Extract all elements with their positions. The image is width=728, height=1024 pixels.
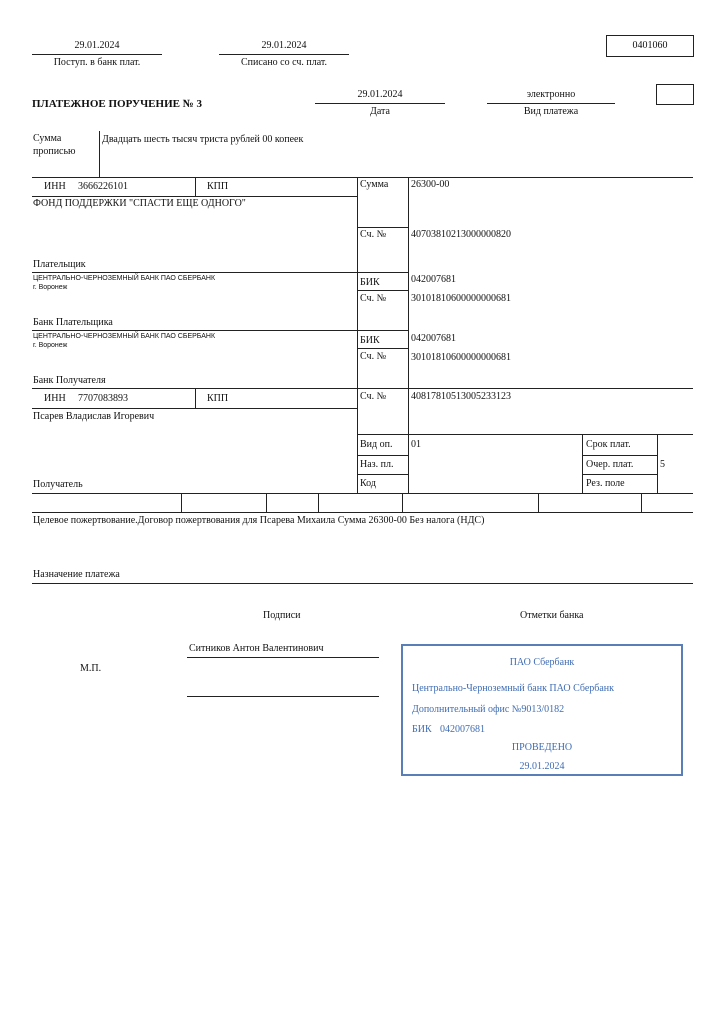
stamp-bik-label: БИК <box>412 724 432 735</box>
code-label: Код <box>360 478 376 489</box>
recipient-bank-label: Банк Получателя <box>33 375 106 386</box>
payer-bank-city: г. Воронеж <box>33 284 68 291</box>
recipient-inn-label: ИНН <box>44 393 66 404</box>
debited-date: 29.01.2024 <box>261 40 307 51</box>
divider <box>266 493 267 512</box>
divider <box>99 131 100 177</box>
signature-line <box>187 657 379 658</box>
stamp-bik: 042007681 <box>440 724 485 735</box>
purpose-text: Целевое пожертвование.Договор пожертвования для Псарева Михаила Сумма 26300-00 Без налога (НДС) <box>33 515 485 526</box>
divider <box>657 434 658 493</box>
divider <box>32 408 357 409</box>
divider <box>32 177 693 178</box>
form-code: 0401060 <box>606 35 694 57</box>
payer-label: Плательщик <box>33 259 86 270</box>
recipient-inn: 7707083893 <box>78 393 128 404</box>
stamp-bank: ПАО Сбербанк <box>509 657 575 668</box>
payer-bik-label: БИК <box>360 277 380 288</box>
received-date: 29.01.2024 <box>74 40 120 51</box>
recipient-name: Псарев Владислав Игоревич <box>33 411 155 422</box>
payer-bank-label: Банк Плательщика <box>33 317 113 328</box>
divider <box>32 272 408 273</box>
recipient-kpp-label: КПП <box>207 393 229 404</box>
order-date: 29.01.2024 <box>357 89 403 100</box>
divider <box>32 54 162 55</box>
payment-type-label: Вид платежа <box>523 106 579 117</box>
divider <box>357 434 693 435</box>
signer-name: Ситников Антон Валентинович <box>189 643 324 654</box>
divider <box>357 227 408 228</box>
divider <box>32 493 693 494</box>
bank-marks-label: Отметки банка <box>520 610 584 621</box>
divider <box>32 196 357 197</box>
divider <box>538 493 539 512</box>
received-label: Поступ. в банк плат. <box>53 57 141 68</box>
divider <box>357 455 408 456</box>
recipient-corr-account: 30101810600000000681 <box>411 352 511 363</box>
recipient-account: 40817810513005233123 <box>411 391 511 402</box>
divider <box>357 474 408 475</box>
purpose-code-label: Наз. пл. <box>360 459 394 470</box>
divider <box>195 388 196 408</box>
recipient-bank-name: ЦЕНТРАЛЬНО-ЧЕРНОЗЕМНЫЙ БАНК ПАО СБЕРБАНК <box>33 333 216 340</box>
divider <box>32 583 693 584</box>
payer-account: 40703810213000000820 <box>411 229 511 240</box>
payer-corr-account: 30101810600000000681 <box>411 293 511 304</box>
empty-box <box>656 84 694 105</box>
amount-words: Двадцать шесть тысяч триста рублей 00 копеек <box>102 134 304 145</box>
op-type: 01 <box>411 439 421 450</box>
payer-kpp-label: КПП <box>207 181 229 192</box>
recipient-corr-label: Сч. № <box>360 351 387 362</box>
divider <box>195 177 196 196</box>
divider <box>582 434 583 493</box>
debited-label: Списано со сч. плат. <box>240 57 328 68</box>
priority-label: Очер. плат. <box>586 459 634 470</box>
seal-label: М.П. <box>80 663 102 674</box>
payer-bik: 042007681 <box>411 274 456 285</box>
priority-value: 5 <box>660 459 665 470</box>
divider <box>487 103 615 104</box>
payer-inn: 3666226101 <box>78 181 128 192</box>
sum-value: 26300-00 <box>411 179 450 190</box>
payer-name: ФОНД ПОДДЕРЖКИ "СПАСТИ ЕЩЕ ОДНОГО" <box>33 198 246 209</box>
divider <box>181 493 182 512</box>
recipient-account-label: Сч. № <box>360 391 387 402</box>
divider <box>318 493 319 512</box>
signatures-label: Подписи <box>263 610 301 621</box>
stamp-date: 29.01.2024 <box>519 761 565 772</box>
payment-type: электронно <box>526 89 576 100</box>
amount-words-label-1: Сумма <box>33 133 62 144</box>
purpose-label: Назначение платежа <box>33 569 120 580</box>
recipient-bik-label: БИК <box>360 335 380 346</box>
divider <box>219 54 349 55</box>
payer-corr-label: Сч. № <box>360 293 387 304</box>
divider <box>641 493 642 512</box>
stamp-office: Дополнительный офис №9013/0182 <box>412 704 565 715</box>
payer-bank-name: ЦЕНТРАЛЬНО-ЧЕРНОЗЕМНЫЙ БАНК ПАО СБЕРБАНК <box>33 275 216 282</box>
divider <box>357 290 408 291</box>
recipient-label: Получатель <box>33 479 83 490</box>
amount-words-label-2: прописью <box>33 146 76 157</box>
divider <box>402 493 403 512</box>
page-title: ПЛАТЕЖНОЕ ПОРУЧЕНИЕ № 3 <box>32 98 203 110</box>
recipient-bank-city: г. Воронеж <box>33 342 68 349</box>
divider <box>582 455 657 456</box>
divider <box>408 177 409 493</box>
bank-stamp <box>401 644 683 776</box>
signature-line <box>187 696 379 697</box>
term-label: Срок плат. <box>586 439 631 450</box>
divider <box>582 474 657 475</box>
stamp-status: ПРОВЕДЕНО <box>511 742 573 753</box>
stamp-branch: Центрально-Черноземный банк ПАО Сбербанк <box>412 683 615 694</box>
divider <box>357 348 408 349</box>
divider <box>32 330 408 331</box>
op-type-label: Вид оп. <box>360 439 393 450</box>
reserve-label: Рез. поле <box>586 478 625 489</box>
divider <box>32 512 693 513</box>
order-date-label: Дата <box>370 106 390 117</box>
payer-account-label: Сч. № <box>360 229 387 240</box>
divider <box>357 177 358 493</box>
payer-inn-label: ИНН <box>44 181 66 192</box>
divider <box>32 388 693 389</box>
recipient-bik: 042007681 <box>411 333 456 344</box>
sum-label: Сумма <box>360 179 389 190</box>
divider <box>315 103 445 104</box>
